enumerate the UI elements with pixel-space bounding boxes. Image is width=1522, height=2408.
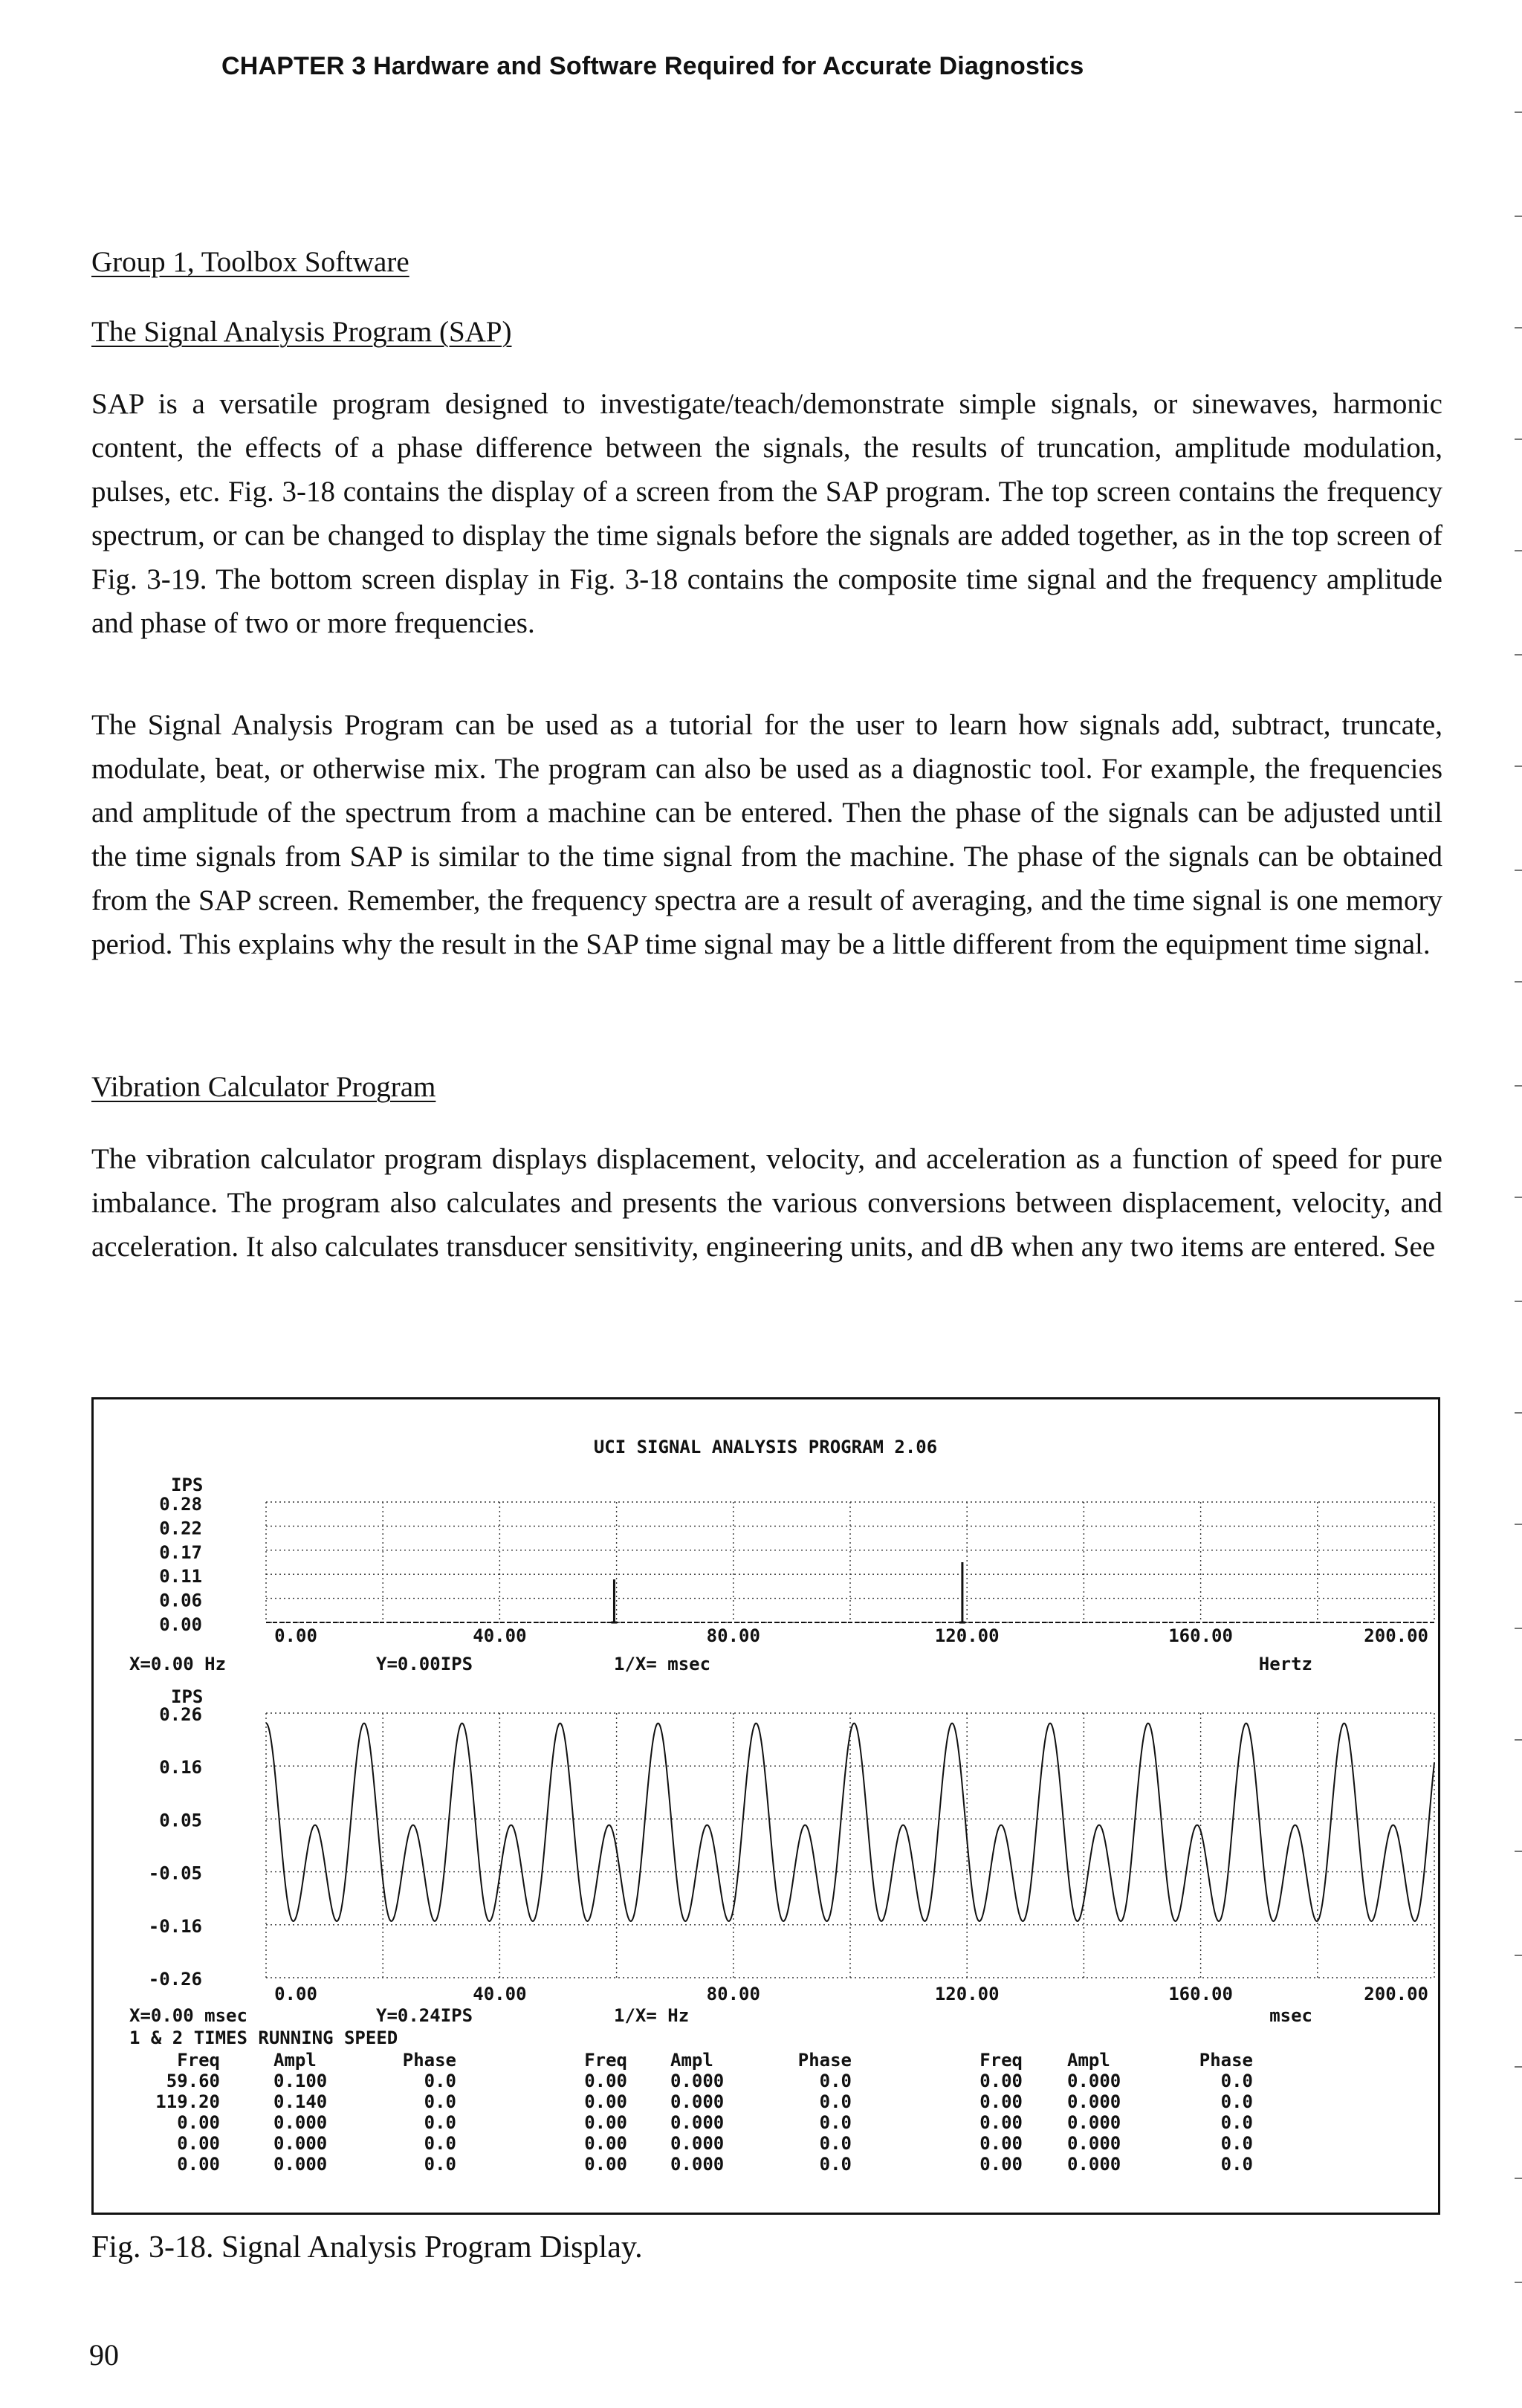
- spectrum-inv-readout: 1/X= msec: [614, 1654, 711, 1674]
- page-number: 90: [89, 2338, 119, 2372]
- table-cell-phase: 0.0: [424, 2112, 456, 2133]
- table-cell-ampl: 0.000: [273, 2154, 328, 2175]
- table-cell-freq: 0.00: [979, 2154, 1023, 2175]
- table-cell-ampl: 0.000: [670, 2154, 725, 2175]
- time-x-unit: msec: [1269, 2005, 1312, 2026]
- figure-sap-display: [91, 1397, 1440, 2215]
- spectrum-panel: [129, 1475, 1434, 1674]
- time-x-tick-label: 200.00: [1364, 1984, 1428, 2004]
- spectrum-x-tick-label: 80.00: [706, 1625, 760, 1646]
- time-x-tick-label: 160.00: [1168, 1984, 1233, 2004]
- time-y-tick-label: 0.05: [159, 1810, 202, 1831]
- table-cell-phase: 0.0: [1220, 2133, 1253, 2154]
- time-y-tick-label: 0.26: [159, 1704, 202, 1725]
- parameter-table: [155, 2050, 1253, 2175]
- table-cell-ampl: 0.000: [670, 2133, 725, 2154]
- spectrum-y-tick-label: 0.17: [159, 1541, 202, 1563]
- time-x-tick-label: 40.00: [473, 1984, 527, 2004]
- time-y-ticks: [149, 1704, 202, 1990]
- table-header-freq: Freq: [584, 2050, 627, 2071]
- sap-paragraph-2-text: The Signal Analysis Program can be used as a tutorial for the user to learn how signals add, subtract, truncate, modulate, beat, or otherwise mix. The program can also be used as a diagnostic tool. For example, the frequencies and amplitude of the spectrum from a machine can be entered. Then the phase of the signals can be adjusted until the time signals from SAP is similar to the time signal from the machine. The phase of the signals can be obtained from the SAP screen. Remember, the frequency spectra are a result of averaging, and the time signal is one memory period. This explains why the result in the SAP time signal may be a little different from the equipment time signal.: [91, 709, 1442, 960]
- vibration-paragraph: [91, 1137, 1442, 1269]
- table-cell-ampl: 0.000: [1067, 2154, 1121, 2175]
- time-x-ticks: [274, 1984, 1428, 2004]
- table-cell-freq: 0.00: [177, 2133, 220, 2154]
- spectrum-y-readout: Y=0.00IPS: [376, 1654, 473, 1674]
- section-heading-group: Group 1, Toolbox Software: [91, 246, 409, 278]
- table-cell-freq: 119.20: [155, 2091, 220, 2112]
- time-x-tick-label: 120.00: [934, 1984, 1000, 2004]
- sap-screen: [94, 1399, 1440, 2215]
- table-cell-freq: 0.00: [584, 2091, 627, 2112]
- section-heading-sap: The Signal Analysis Program (SAP): [91, 316, 512, 348]
- table-cell-phase: 0.0: [1220, 2154, 1253, 2175]
- table-header-ampl: Ampl: [273, 2050, 317, 2071]
- table-cell-phase: 0.0: [819, 2071, 852, 2091]
- spectrum-y-unit: IPS: [171, 1475, 204, 1495]
- time-y-tick-label: -0.05: [148, 1862, 202, 1884]
- table-cell-phase: 0.0: [424, 2071, 456, 2091]
- table-cell-freq: 0.00: [584, 2112, 627, 2133]
- time-grid: [266, 1713, 1434, 1978]
- spectrum-y-ticks: [159, 1494, 202, 1635]
- table-cell-phase: 0.0: [819, 2154, 852, 2175]
- table-cell-ampl: 0.140: [273, 2091, 328, 2112]
- table-cell-freq: 0.00: [177, 2112, 220, 2133]
- spectrum-x-ticks: [274, 1625, 1428, 1646]
- figure-caption: Fig. 3-18. Signal Analysis Program Display.: [91, 2230, 643, 2265]
- time-x-tick-label: 0.00: [274, 1984, 317, 2004]
- time-y-tick-label: -0.26: [148, 1969, 202, 1990]
- table-cell-ampl: 0.000: [1067, 2133, 1121, 2154]
- table-cell-ampl: 0.000: [1067, 2071, 1121, 2091]
- table-cell-freq: 0.00: [177, 2154, 220, 2175]
- time-y-tick-label: 0.16: [159, 1757, 202, 1779]
- spectrum-x-readout: X=0.00 Hz: [129, 1654, 227, 1674]
- table-cell-ampl: 0.000: [670, 2091, 725, 2112]
- table-cell-ampl: 0.000: [273, 2133, 328, 2154]
- table-header-ampl: Ampl: [670, 2050, 713, 2071]
- table-cell-phase: 0.0: [819, 2112, 852, 2133]
- table-cell-phase: 0.0: [1220, 2112, 1253, 2133]
- section-heading-vibration: Vibration Calculator Program: [91, 1071, 436, 1103]
- table-cell-phase: 0.0: [1220, 2091, 1253, 2112]
- table-cell-ampl: 0.000: [1067, 2112, 1121, 2133]
- table-cell-ampl: 0.000: [273, 2112, 328, 2133]
- table-cell-phase: 0.0: [424, 2154, 456, 2175]
- spectrum-x-unit: Hertz: [1258, 1654, 1312, 1674]
- sap-paragraph-1-text: SAP is a versatile program designed to investigate/teach/demonstrate simple signals, or sinewaves, harmonic content, the effects of a phase difference between the signals, the results of truncation, amplitude modulation, pulses, etc. Fig. 3-18 contains the display of a screen from the SAP program. The top screen contains the frequency spectrum, or can be changed to display the time signals before the signals are added together, as in the top screen of Fig. 3-19. The bottom screen display in Fig. 3-18 contains the composite time signal and the frequency amplitude and phase of two or more frequencies.: [91, 388, 1442, 639]
- table-cell-freq: 0.00: [584, 2154, 627, 2175]
- table-cell-phase: 0.0: [424, 2091, 456, 2112]
- time-y-readout: Y=0.24IPS: [376, 2005, 473, 2026]
- table-header-ampl: Ampl: [1067, 2050, 1110, 2071]
- table-cell-phase: 0.0: [819, 2091, 852, 2112]
- table-cell-phase: 0.0: [1220, 2071, 1253, 2091]
- table-header-phase: Phase: [1199, 2050, 1253, 2071]
- table-header-freq: Freq: [979, 2050, 1023, 2071]
- spectrum-y-tick-label: 0.00: [159, 1614, 202, 1635]
- spectrum-grid: [266, 1502, 1434, 1622]
- time-x-readout: X=0.00 msec: [129, 2005, 247, 2026]
- spectrum-x-tick-label: 0.00: [274, 1625, 317, 1646]
- speed-label: 1 & 2 TIMES RUNNING SPEED: [129, 2027, 398, 2048]
- spectrum-y-tick-label: 0.06: [159, 1590, 202, 1611]
- table-cell-phase: 0.0: [819, 2133, 852, 2154]
- sap-paragraph-2: [91, 703, 1442, 966]
- table-cell-freq: 0.00: [979, 2112, 1023, 2133]
- spectrum-x-tick-label: 120.00: [934, 1625, 1000, 1646]
- table-cell-phase: 0.0: [424, 2133, 456, 2154]
- table-cell-freq: 0.00: [979, 2071, 1023, 2091]
- table-cell-freq: 0.00: [584, 2133, 627, 2154]
- time-y-tick-label: -0.16: [148, 1915, 202, 1937]
- table-cell-ampl: 0.000: [670, 2112, 725, 2133]
- table-cell-freq: 0.00: [584, 2071, 627, 2091]
- table-header-phase: Phase: [402, 2050, 456, 2071]
- time-y-unit: IPS: [171, 1686, 204, 1707]
- table-cell-freq: 0.00: [979, 2133, 1023, 2154]
- table-cell-ampl: 0.100: [273, 2071, 328, 2091]
- figure-title: UCI SIGNAL ANALYSIS PROGRAM 2.06: [593, 1437, 938, 1457]
- vibration-paragraph-text: The vibration calculator program displays displacement, velocity, and acceleration as a function of speed for pure imbalance. The program also calculates and presents the various conversions between displacement, velocity, and acceleration. It also calculates transducer sensitivity, engineering units, and dB when any two items are entered. See: [91, 1143, 1442, 1263]
- table-header-freq: Freq: [177, 2050, 220, 2071]
- spectrum-x-tick-label: 160.00: [1168, 1625, 1233, 1646]
- table-cell-ampl: 0.000: [670, 2071, 725, 2091]
- spectrum-x-tick-label: 200.00: [1364, 1625, 1428, 1646]
- spectrum-y-tick-label: 0.11: [159, 1566, 202, 1587]
- time-panel: [129, 1686, 1434, 2026]
- spectrum-y-tick-label: 0.22: [159, 1518, 202, 1539]
- table-header-phase: Phase: [797, 2050, 852, 2071]
- spectrum-x-tick-label: 40.00: [473, 1625, 527, 1646]
- table-cell-ampl: 0.000: [1067, 2091, 1121, 2112]
- table-cell-freq: 59.60: [166, 2071, 220, 2091]
- time-x-tick-label: 80.00: [706, 1984, 760, 2004]
- spectrum-y-tick-label: 0.28: [159, 1494, 202, 1515]
- time-inv-readout: 1/X= Hz: [614, 2005, 690, 2026]
- table-cell-freq: 0.00: [979, 2091, 1023, 2112]
- sap-paragraph-1: [91, 382, 1442, 645]
- running-header: CHAPTER 3 Hardware and Software Required for Accurate Diagnostics: [221, 52, 1084, 80]
